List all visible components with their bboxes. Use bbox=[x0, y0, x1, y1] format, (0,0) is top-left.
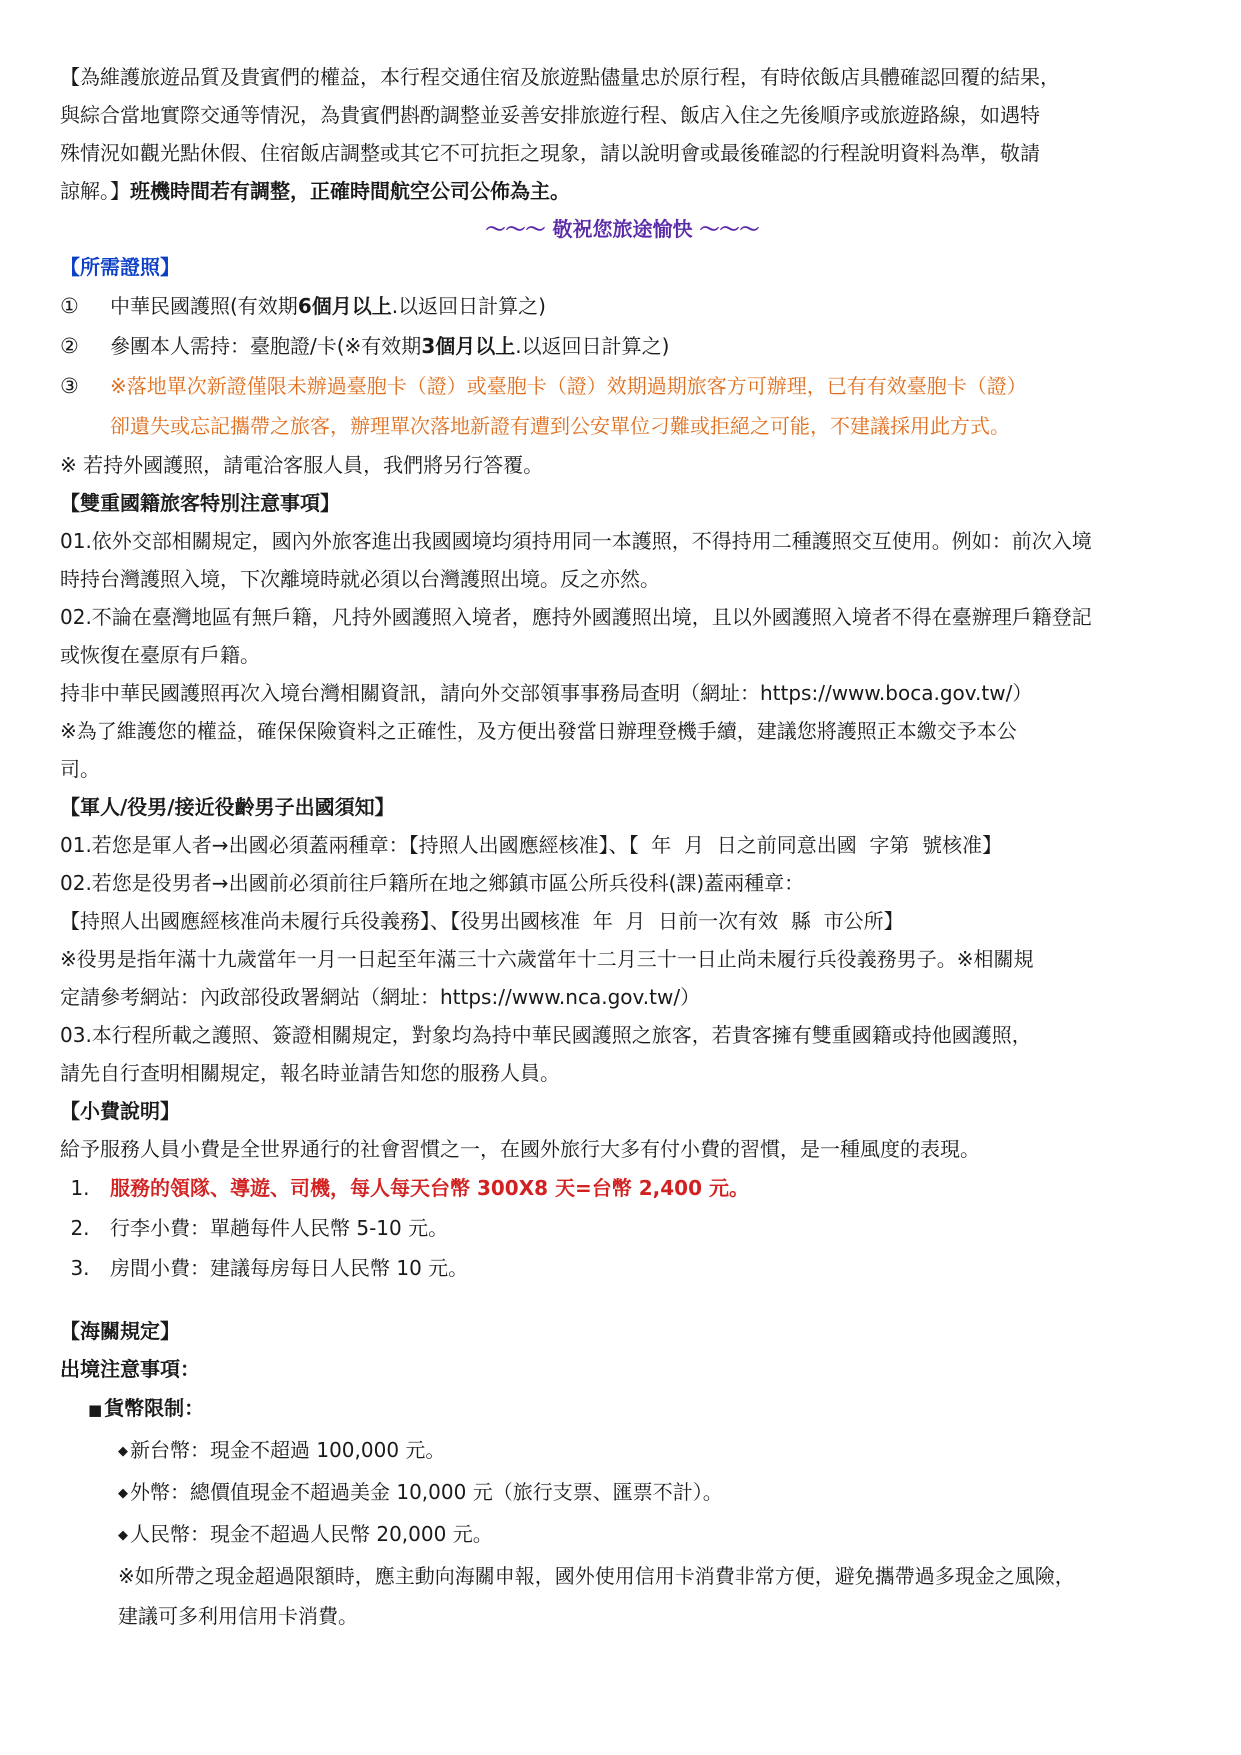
currency-item bbox=[60, 1514, 1185, 1556]
doc-item-marker: ② bbox=[60, 334, 79, 358]
customs-section bbox=[60, 1312, 1185, 1636]
cash-limit-note: 建議可多利用信用卡消費。 bbox=[118, 1604, 358, 1628]
doc-item-post: .以返回日計算之) bbox=[515, 334, 670, 358]
nca-link[interactable]: https://www.nca.gov.tw/ bbox=[440, 985, 681, 1009]
doc-item-marker: ③ bbox=[60, 374, 79, 398]
military-line: 03.本行程所載之護照、簽證相關規定，對象均為持中華民國護照之旅客，若貴客擁有雙重國籍或持他國護照， bbox=[60, 1023, 1032, 1047]
currency-limit-heading bbox=[60, 1388, 1185, 1430]
military-line: 02.若您是役男者→出國前必須前往戶籍所在地之鄉鎮市區公所兵役科(課)蓋兩種章： bbox=[60, 871, 805, 895]
tip-text: 房間小費：建議每房每日人民幣 10 元。 bbox=[110, 1256, 469, 1280]
doc-item-post: .以返回日計算之) bbox=[391, 294, 546, 318]
tip-text: 服務的領隊、導遊、司機，每人每天台幣 300X8 天=台幣 2,400 元。 bbox=[110, 1176, 749, 1200]
currency-item-text: 新台幣：現金不超過 100,000 元。 bbox=[130, 1438, 446, 1462]
boca-pre: 持非中華民國護照再次入境台灣相關資訊，請向外交部領事事務局查明（網址： bbox=[60, 681, 760, 705]
military-line: 01.若您是軍人者→出國必須蓋兩種章：【持照人出國應經核准】、【 年 月 日之前同意出國 字第 號核准】 bbox=[60, 833, 1003, 857]
tips-section bbox=[60, 1092, 1185, 1288]
tip-text: 行李小費：單趟每件人民幣 5-10 元。 bbox=[110, 1216, 449, 1240]
doc-item-3-line2: 卻遺失或忘記攜帶之旅客，辦理單次落地新證有遭到公安單位刁難或拒絕之可能，不建議採用此方式。 bbox=[110, 414, 1010, 438]
tip-item-1 bbox=[60, 1168, 1185, 1208]
dual-section bbox=[60, 484, 1185, 788]
diamond-bullet-icon: ◆ bbox=[118, 1486, 128, 1501]
nca-post: ） bbox=[680, 985, 701, 1009]
diamond-bullet-icon: ◆ bbox=[118, 1444, 128, 1459]
doc-item-text bbox=[110, 326, 669, 366]
military-section bbox=[60, 788, 1185, 1092]
docs-section bbox=[60, 248, 1185, 484]
military-line: ※役男是指年滿十九歲當年一月一日起至年滿三十六歲當年十二月三十一日止尚未履行兵役義務男子。※相關規 bbox=[60, 947, 1034, 971]
boca-post: ） bbox=[1012, 681, 1033, 705]
doc-item-3-line1: ※落地單次新證僅限未辦過臺胞卡（證）或臺胞卡（證）效期過期旅客方可辦理，已有有效臺胞卡（證） bbox=[110, 374, 1027, 398]
nca-line bbox=[60, 978, 1185, 1016]
currency-limit-label: 貨幣限制： bbox=[104, 1396, 205, 1420]
dual-line: 01.依外交部相關規定，國內外旅客進出我國國境均須持用同一本護照，不得持用二種護照交互使用。例如：前次入境 bbox=[60, 529, 1092, 553]
doc-item-text bbox=[110, 286, 546, 326]
cash-limit-note: ※如所帶之現金超過限額時，應主動向海關申報，國外使用信用卡消費非常方便，避免攜帶過多現金之風險， bbox=[118, 1564, 1075, 1588]
insurance-line: ※為了維護您的權益，確保保險資料之正確性，及方便出發當日辦理登機手續，建議您將護照正本繳交予本公 bbox=[60, 719, 1017, 743]
currency-item bbox=[60, 1430, 1185, 1472]
foreign-passport-note: ※ 若持外國護照，請電洽客服人員，我們將另行答覆。 bbox=[60, 453, 544, 477]
dual-line: 時持台灣護照入境，下次離境時就必須以台灣護照出境。反之亦然。 bbox=[60, 567, 660, 591]
intro-line: 與綜合當地實際交通等情況，為貴賓們斟酌調整並妥善安排旅遊行程、飯店入住之先後順序或旅遊路線，如遇特 bbox=[60, 103, 1040, 127]
doc-item-marker: ① bbox=[60, 294, 79, 318]
intro-line-final bbox=[60, 172, 1185, 210]
nca-pre: 定請參考網站：內政部役政署網站（網址： bbox=[60, 985, 440, 1009]
travel-wish: ～～～ 敬祝您旅途愉快 ～～～ bbox=[485, 217, 760, 241]
currency-item-text: 外幣：總價值現金不超過美金 10,000 元（旅行支票、匯票不計）。 bbox=[130, 1480, 723, 1504]
currency-item-text: 人民幣：現金不超過人民幣 20,000 元。 bbox=[130, 1522, 493, 1546]
tip-number: 2. bbox=[70, 1216, 90, 1240]
intro-line: 殊情況如觀光點休假、住宿飯店調整或其它不可抗拒之現象，請以說明會或最後確認的行程說明資料為準，敬請 bbox=[60, 141, 1040, 165]
dual-heading: 【雙重國籍旅客特別注意事項】 bbox=[60, 491, 340, 515]
doc-item-bold: 3個月以上 bbox=[421, 334, 516, 358]
intro-line: 【為維護旅遊品質及貴賓們的權益，本行程交通住宿及旅遊點儘量忠於原行程，有時依飯店具體確認回覆的結果， bbox=[60, 65, 1060, 89]
doc-item-1 bbox=[60, 286, 1185, 326]
document-page bbox=[60, 58, 1185, 1636]
tip-number: 3. bbox=[70, 1256, 90, 1280]
doc-item-bold: 6個月以上 bbox=[297, 294, 392, 318]
dual-line: 02.不論在臺灣地區有無戶籍，凡持外國護照入境者，應持外國護照出境，且以外國護照入境者不得在臺辦理戶籍登記 bbox=[60, 605, 1092, 629]
boca-link[interactable]: https://www.boca.gov.tw/ bbox=[760, 681, 1013, 705]
spacer bbox=[60, 1288, 1185, 1312]
tip-item-3 bbox=[60, 1248, 1185, 1288]
tips-heading: 【小費說明】 bbox=[60, 1099, 180, 1123]
doc-item-pre: 參團本人需持：臺胞證/卡(※有效期 bbox=[110, 334, 422, 358]
doc-item-2 bbox=[60, 326, 1185, 366]
intro-section bbox=[60, 58, 1185, 248]
dual-line: 或恢復在臺原有戶籍。 bbox=[60, 643, 260, 667]
customs-heading: 【海關規定】 bbox=[60, 1319, 180, 1343]
flight-time-notice: 班機時間若有調整，正確時間航空公司公佈為主。 bbox=[130, 179, 570, 203]
doc-item-pre: 中華民國護照(有效期 bbox=[110, 294, 298, 318]
currency-item bbox=[60, 1472, 1185, 1514]
departure-subheading: 出境注意事項： bbox=[60, 1357, 200, 1381]
military-line: 請先自行查明相關規定，報名時並請告知您的服務人員。 bbox=[60, 1061, 560, 1085]
diamond-bullet-icon: ◆ bbox=[118, 1528, 128, 1543]
tip-item-2 bbox=[60, 1208, 1185, 1248]
intro-line-text: 諒解。】 bbox=[60, 179, 130, 203]
square-bullet-icon: ■ bbox=[88, 1401, 103, 1419]
tip-number: 1. bbox=[70, 1176, 90, 1200]
military-heading: 【軍人/役男/接近役齡男子出國須知】 bbox=[60, 795, 395, 819]
tips-intro: 給予服務人員小費是全世界通行的社會習慣之一，在國外旅行大多有付小費的習慣，是一種風度的表現。 bbox=[60, 1137, 980, 1161]
military-line: 【持照人出國應經核准尚未履行兵役義務】、【役男出國核准 年 月 日前一次有效 縣 市公所】 bbox=[60, 909, 904, 933]
insurance-line: 司。 bbox=[60, 757, 100, 781]
boca-line bbox=[60, 674, 1185, 712]
doc-item-3 bbox=[60, 366, 1185, 406]
docs-heading: 【所需證照】 bbox=[60, 255, 180, 279]
